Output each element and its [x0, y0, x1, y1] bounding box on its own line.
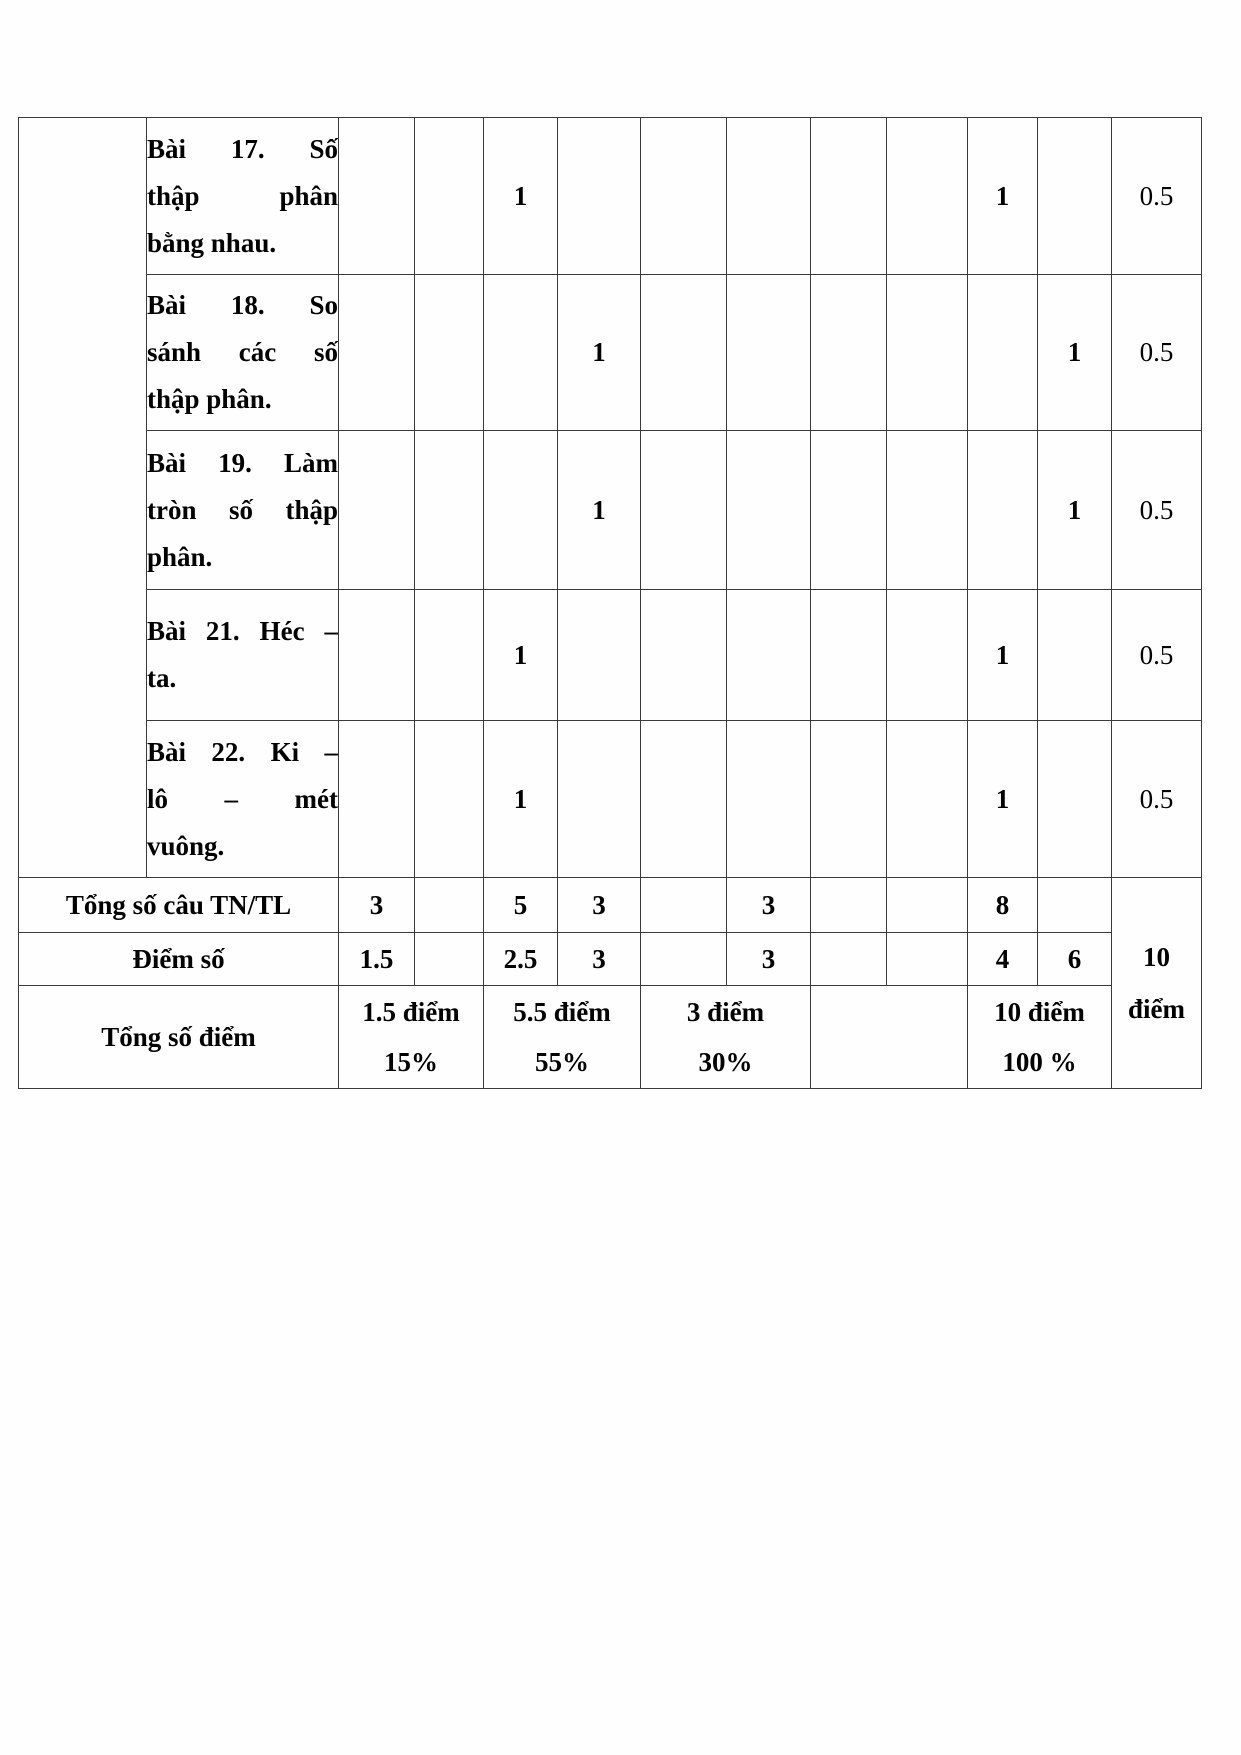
total-points-cell — [339, 986, 484, 1089]
total-cell: 3 — [558, 933, 641, 986]
value-cell — [415, 431, 484, 590]
table-row-points — [19, 933, 1202, 986]
value-cell — [484, 275, 558, 431]
total-cell — [1038, 878, 1112, 933]
value-cell — [811, 118, 887, 275]
total-cell — [415, 933, 484, 986]
value-cell — [727, 118, 811, 275]
total-points-cell — [968, 986, 1112, 1089]
value-cell — [339, 118, 415, 275]
value-cell — [1038, 721, 1112, 878]
lesson-line: thập phân. — [147, 384, 272, 414]
value-cell: 1 — [558, 275, 641, 431]
lesson-name-cell — [147, 721, 339, 878]
value-cell: 1 — [484, 721, 558, 878]
value-cell: 1 — [484, 118, 558, 275]
total-cell: 6 — [1038, 933, 1112, 986]
total-cell — [641, 878, 727, 933]
value-cell — [641, 721, 727, 878]
lesson-line: phân. — [147, 541, 213, 572]
table-row — [19, 590, 1202, 721]
value-cell: 1 — [558, 431, 641, 590]
value-cell — [968, 275, 1038, 431]
value-cell — [558, 590, 641, 721]
total-points-line: 100 % — [1002, 1047, 1077, 1077]
value-cell — [641, 431, 727, 590]
value-cell — [887, 721, 968, 878]
value-cell — [558, 721, 641, 878]
table-row — [19, 721, 1202, 878]
total-points-line: 5.5 điểm — [513, 997, 611, 1027]
value-cell: 1 — [1038, 275, 1112, 431]
value-cell — [641, 590, 727, 721]
total-points-cell — [641, 986, 811, 1089]
value-cell — [727, 590, 811, 721]
table-row-total-questions — [19, 878, 1202, 933]
lesson-line: lô – mét — [147, 783, 338, 814]
value-cell: 1 — [484, 590, 558, 721]
row-label: Tổng số điểm — [19, 986, 339, 1089]
value-cell — [339, 275, 415, 431]
value-cell — [887, 275, 968, 431]
total-cell: 3 — [558, 878, 641, 933]
value-cell — [641, 275, 727, 431]
topic-cell-empty — [19, 118, 147, 878]
score-cell: 0.5 — [1112, 118, 1202, 275]
lesson-line: Bài 17. Số — [147, 133, 338, 164]
value-cell: 1 — [968, 118, 1038, 275]
value-cell — [968, 431, 1038, 590]
grand-total-line: điểm — [1128, 994, 1185, 1024]
value-cell — [339, 721, 415, 878]
lesson-name-cell — [147, 590, 339, 721]
lesson-line: tròn số thập — [147, 494, 338, 525]
row-label: Tổng số câu TN/TL — [19, 878, 339, 933]
value-cell — [415, 721, 484, 878]
lesson-line: vuông. — [147, 830, 225, 861]
total-cell: 3 — [727, 933, 811, 986]
lesson-line: Bài 19. Làm — [147, 447, 338, 478]
lesson-line: sánh các số — [147, 337, 338, 367]
row-label: Điểm số — [19, 933, 339, 986]
total-cell — [811, 878, 887, 933]
value-cell — [887, 431, 968, 590]
value-cell — [339, 590, 415, 721]
total-cell: 1.5 — [339, 933, 415, 986]
value-cell — [641, 118, 727, 275]
total-points-cell — [484, 986, 641, 1089]
lesson-name-cell — [147, 275, 339, 431]
total-cell — [887, 878, 968, 933]
value-cell — [1038, 118, 1112, 275]
score-cell: 0.5 — [1112, 431, 1202, 590]
lesson-name-cell — [147, 431, 339, 590]
value-cell — [811, 431, 887, 590]
lesson-line: Bài 18. So — [147, 290, 338, 320]
value-cell — [1038, 590, 1112, 721]
value-cell — [811, 590, 887, 721]
score-cell: 0.5 — [1112, 590, 1202, 721]
value-cell — [811, 721, 887, 878]
total-cell: 3 — [727, 878, 811, 933]
total-cell — [415, 878, 484, 933]
total-cell: 4 — [968, 933, 1038, 986]
total-cell — [887, 933, 968, 986]
total-cell — [641, 933, 727, 986]
total-cell: 5 — [484, 878, 558, 933]
score-cell: 0.5 — [1112, 275, 1202, 431]
value-cell: 1 — [968, 590, 1038, 721]
specification-matrix-table — [18, 117, 1202, 1089]
lesson-name-cell — [147, 118, 339, 275]
total-points-line: 15% — [384, 1047, 438, 1077]
total-points-line: 30% — [698, 1047, 753, 1077]
total-cell: 8 — [968, 878, 1038, 933]
total-cell: 3 — [339, 878, 415, 933]
value-cell — [415, 118, 484, 275]
grand-total-cell — [1112, 878, 1202, 1089]
lesson-line: thập phân — [147, 180, 338, 211]
value-cell — [558, 118, 641, 275]
value-cell — [415, 275, 484, 431]
total-points-line: 55% — [535, 1047, 589, 1077]
lesson-line: ta. — [147, 663, 177, 693]
total-cell — [811, 933, 887, 986]
total-points-line: 3 điểm — [686, 997, 765, 1027]
value-cell — [811, 275, 887, 431]
value-cell — [887, 590, 968, 721]
table-row-total-points — [19, 986, 1202, 1089]
value-cell — [415, 590, 484, 721]
lesson-line: bằng nhau. — [147, 227, 277, 258]
value-cell — [727, 431, 811, 590]
value-cell — [727, 721, 811, 878]
total-points-line: 10 điểm — [994, 997, 1085, 1027]
value-cell — [339, 431, 415, 590]
lesson-line: Bài 22. Ki – — [147, 736, 338, 767]
grand-total-line: 10 — [1143, 942, 1170, 972]
total-points-cell — [811, 986, 968, 1089]
total-cell: 2.5 — [484, 933, 558, 986]
total-points-line: 1.5 điểm — [362, 997, 460, 1027]
value-cell — [727, 275, 811, 431]
value-cell: 1 — [968, 721, 1038, 878]
table-row — [19, 275, 1202, 431]
lesson-line: Bài 21. Héc – — [147, 616, 338, 646]
table-row — [19, 118, 1202, 275]
value-cell: 1 — [1038, 431, 1112, 590]
score-cell: 0.5 — [1112, 721, 1202, 878]
table-row — [19, 431, 1202, 590]
value-cell — [887, 118, 968, 275]
value-cell — [484, 431, 558, 590]
